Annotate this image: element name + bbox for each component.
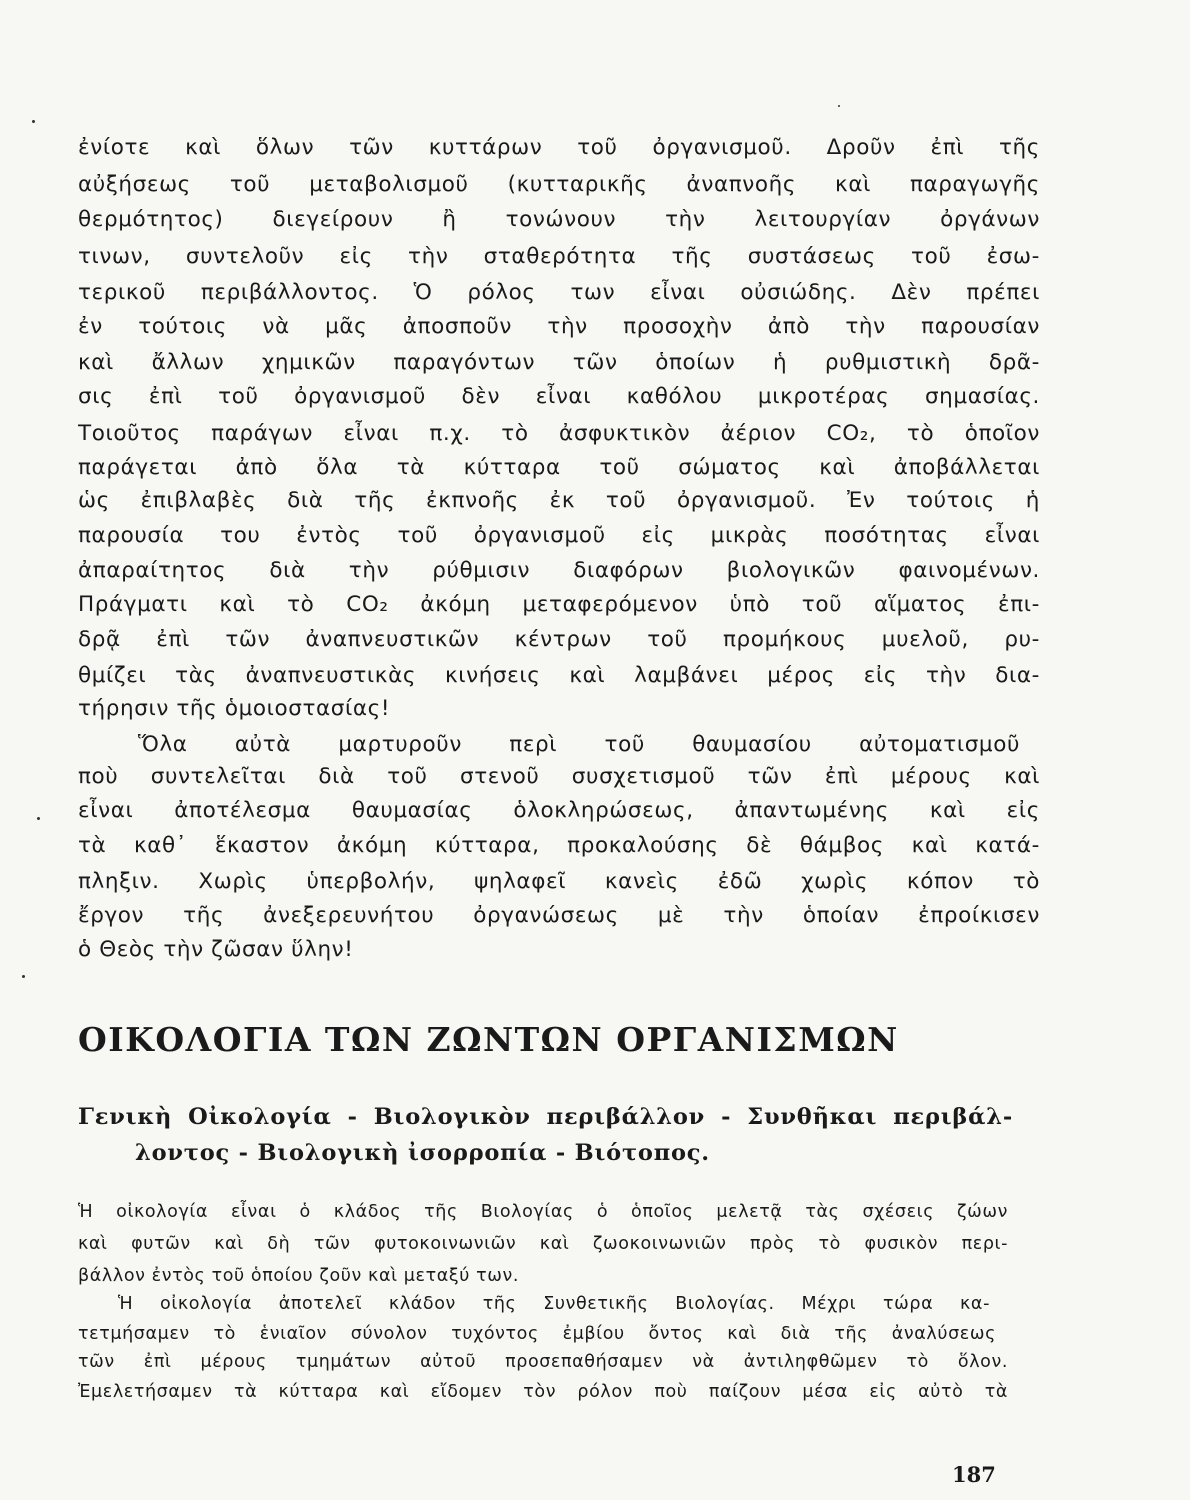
body-line: Πράγματι καὶ τὸ CO₂ ἀκόμη μεταφερόμενον ὑπὸ τοῦ αἵματος ἐπι-	[78, 592, 1040, 617]
body-line: ἀπαραίτητος διὰ τὴν ρύθμισιν διαφόρων βιολογικῶν φαινομένων.	[78, 558, 1040, 583]
body-line: παράγεται ἀπὸ ὅλα τὰ κύτταρα τοῦ σώματος καὶ ἀποβάλλεται	[78, 455, 1040, 480]
body-line: θερμότητος) διεγείρουν ἢ τονώνουν τὴν λειτουργίαν ὀργάνων	[78, 207, 1040, 232]
body-line: τερικοῦ περιβάλλοντος. Ὁ ρόλος των εἶναι οὐσιώδης. Δὲν πρέπει	[78, 280, 1040, 305]
subheading-line: Γενικὴ Οἰκολογία - Βιολογικὸν περιβάλλον - Συνθῆκαι περιβάλ-	[78, 1104, 1013, 1130]
body-line: ἔργον τῆς ἀνεξερευνήτου ὀργανώσεως μὲ τὴν ὁποίαν ἐπροίκισεν	[78, 903, 1040, 928]
small-text-line: Ἡ οἰκολογία ἀποτελεῖ κλάδον τῆς Συνθετικῆς Βιολογίας. Μέχρι τώρα κα-	[118, 1294, 990, 1314]
page-number: 187	[952, 1462, 996, 1487]
scan-speck	[838, 105, 840, 107]
body-line: Ὅλα αὐτὰ μαρτυροῦν περὶ τοῦ θαυμασίου αὐτοματισμοῦ	[138, 732, 1020, 757]
body-line: αὐξήσεως τοῦ μεταβολισμοῦ (κυτταρικῆς ἀναπνοῆς καὶ παραγωγῆς	[78, 172, 1040, 197]
body-line: ποὺ συντελεῖται διὰ τοῦ στενοῦ συσχετισμοῦ τῶν ἐπὶ μέρους καὶ	[78, 764, 1040, 789]
scan-speck	[22, 975, 25, 978]
body-line: τὰ καθ᾽ ἕκαστον ἀκόμη κύτταρα, προκαλούσης δὲ θάμβος καὶ κατά-	[78, 833, 1040, 858]
body-line: δρᾷ ἐπὶ τῶν ἀναπνευστικῶν κέντρων τοῦ προμήκους μυελοῦ, ρυ-	[78, 627, 1040, 652]
body-line: ὁ Θεὸς τὴν ζῶσαν ὕλην!	[78, 937, 354, 962]
scan-speck	[32, 120, 35, 123]
body-line: τινων, συντελοῦν εἰς τὴν σταθερότητα τῆς συστάσεως τοῦ ἐσω-	[78, 244, 1040, 269]
small-text-line: τετμήσαμεν τὸ ἑνιαῖον σύνολον τυχόντος ἐμβίου ὄντος καὶ διὰ τῆς ἀναλύσεως	[78, 1324, 996, 1344]
section-heading: ΟΙΚΟΛΟΓΙΑ ΤΩΝ ΖΩΝΤΩΝ ΟΡΓΑΝΙΣΜΩΝ	[78, 1020, 899, 1059]
body-line: ἐν τούτοις νὰ μᾶς ἀποσποῦν τὴν προσοχὴν ἀπὸ τὴν παρουσίαν	[78, 314, 1040, 339]
body-line: ἐνίοτε καὶ ὅλων τῶν κυττάρων τοῦ ὀργανισμοῦ. Δροῦν ἐπὶ τῆς	[78, 135, 1040, 160]
small-text-line: Ἡ οἰκολογία εἶναι ὁ κλάδος τῆς Βιολογίας ὁ ὁποῖος μελετᾷ τὰς σχέσεις ζώων	[78, 1202, 1008, 1222]
body-line: Τοιοῦτος παράγων εἶναι π.χ. τὸ ἀσφυκτικὸν ἀέριον CO₂, τὸ ὁποῖον	[78, 421, 1040, 446]
body-line: ὡς ἐπιβλαβὲς διὰ τῆς ἐκπνοῆς ἐκ τοῦ ὀργανισμοῦ. Ἐν τούτοις ἡ	[78, 488, 1040, 513]
body-line: πληξιν. Χωρὶς ὑπερβολήν, ψηλαφεῖ κανεὶς ἐδῶ χωρὶς κόπον τὸ	[78, 869, 1040, 894]
body-line: παρουσία του ἐντὸς τοῦ ὀργανισμοῦ εἰς μικρὰς ποσότητας εἶναι	[78, 523, 1040, 548]
small-text-line: Ἐμελετήσαμεν τὰ κύτταρα καὶ εἴδομεν τὸν ρόλον ποὺ παίζουν μέσα εἰς αὐτὸ τὰ	[78, 1382, 1008, 1402]
small-text-line: καὶ φυτῶν καὶ δὴ τῶν φυτοκοινωνιῶν καὶ ζωοκοινωνιῶν πρὸς τὸ φυσικὸν περι-	[78, 1234, 1008, 1254]
body-line: καὶ ἄλλων χημικῶν παραγόντων τῶν ὁποίων ἡ ρυθμιστικὴ δρᾶ-	[78, 350, 1040, 375]
small-text-line: βάλλον ἐντὸς τοῦ ὁποίου ζοῦν καὶ μεταξύ των.	[78, 1266, 520, 1286]
scan-speck	[37, 817, 40, 820]
body-line: σις ἐπὶ τοῦ ὀργανισμοῦ δὲν εἶναι καθόλου μικροτέρας σημασίας.	[78, 384, 1040, 409]
subheading-line: λοντος - Βιολογικὴ ἰσορροπία - Βιότοπος.	[135, 1140, 710, 1166]
body-line: τήρησιν τῆς ὁμοιοστασίας!	[78, 696, 391, 721]
small-text-line: τῶν ἐπὶ μέρους τμημάτων αὐτοῦ προσεπαθήσαμεν νὰ ἀντιληφθῶμεν τὸ ὅλον.	[78, 1352, 1008, 1372]
body-line: εἶναι ἀποτέλεσμα θαυμασίας ὁλοκληρώσεως, ἀπαντωμένης καὶ εἰς	[78, 798, 1040, 823]
body-line: θμίζει τὰς ἀναπνευστικὰς κινήσεις καὶ λαμβάνει μέρος εἰς τὴν δια-	[78, 663, 1040, 688]
